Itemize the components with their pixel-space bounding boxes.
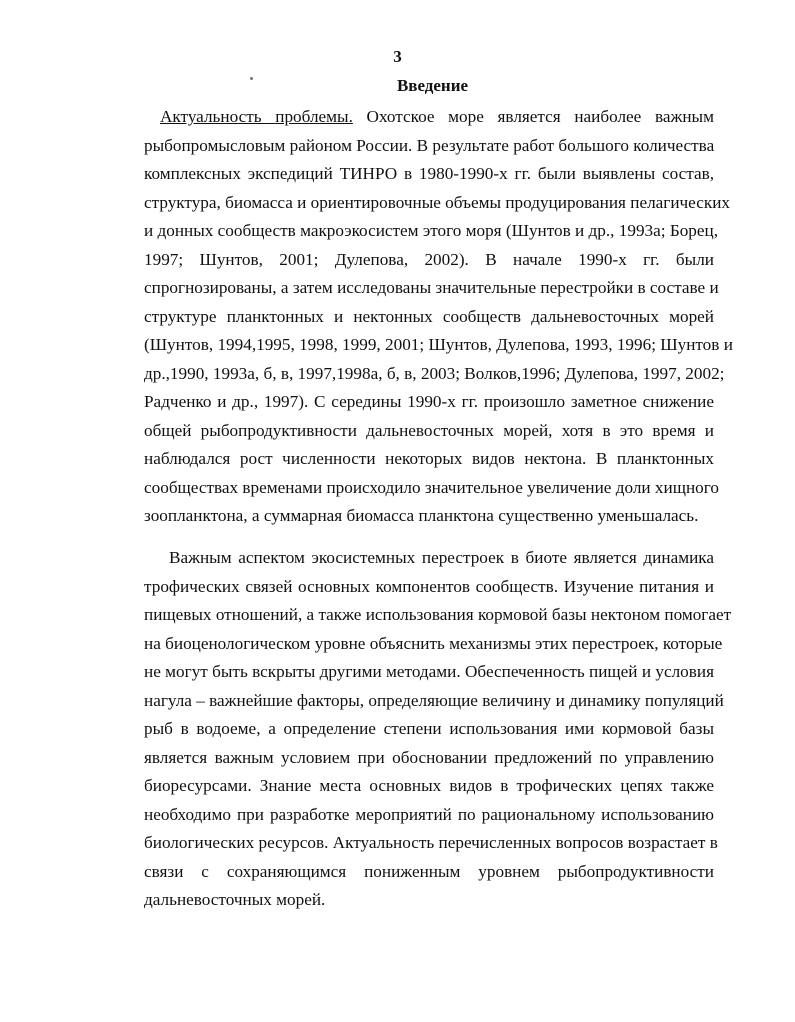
paragraph-trophic — [144, 544, 732, 915]
paragraph-line: нагула – важнейшие факторы, определяющие величину и динамику популяций — [144, 690, 724, 710]
paragraph-relevance — [144, 103, 733, 531]
paragraph-line: 1997; Шунтов, 2001; Дулепова, 2002). В начале 1990-х гг. были — [144, 249, 714, 269]
paragraph-line: др.,1990, 1993а, б, в, 1997,1998а, б, в, 2003; Волков,1996; Дулепова, 1997, 2002; — [144, 363, 725, 383]
paragraph-line: Радченко и др., 1997). С середины 1990-х гг. произошло заметное снижение — [144, 392, 714, 411]
paragraph-line: дальневосточных морей. — [144, 890, 326, 909]
paragraph-line: (Шунтов, 1994,1995, 1998, 1999, 2001; Шунтов, Дулепова, 1993, 1996; Шунтов и — [144, 335, 733, 354]
paragraph-line: необходимо при разработке мероприятий по рациональному использованию — [144, 804, 714, 824]
page-number: 3 — [393, 47, 402, 66]
paragraph-line: рыб в водоеме, а определение степени использования ими кормовой базы — [144, 719, 714, 738]
paragraph-line: наблюдался рост численности некоторых видов нектона. В планктонных — [144, 449, 714, 468]
paragraph-line: комплексных экспедиций ТИНРО в 1980-1990-х гг. были выявлены состав, — [144, 164, 714, 183]
paragraph-line: и донных сообществ макроэкосистем этого моря (Шунтов и др., 1993а; Борец, — [144, 221, 719, 240]
paragraph-line: спрогнозированы, а затем исследованы значительные перестройки в составе и — [144, 278, 719, 297]
paragraph-line: пищевых отношений, а также использования кормовой базы нектоном помогает — [144, 605, 732, 624]
paragraph-line: общей рыбопродуктивности дальневосточных морей, хотя в это время и — [144, 420, 714, 440]
paragraph-line: структура, биомасса и ориентировочные объемы продуцирования пелагических — [144, 192, 731, 212]
paragraph-line: трофических связей основных компонентов сообществ. Изучение питания и — [144, 576, 714, 596]
paragraph-line: структуре планктонных и нектонных сообществ дальневосточных морей — [144, 306, 714, 326]
relevance-lead: Актуальность проблемы. — [160, 107, 353, 126]
paragraph-line: является важным условием при обосновании предложений по управлению — [144, 747, 714, 767]
paragraph-line: Важным аспектом экосистемных перестроек в биоте является динамика — [169, 548, 714, 567]
paragraph-line: биологических ресурсов. Актуальность перечисленных вопросов возрастает в — [144, 833, 718, 852]
paragraph-line: рыбопромысловым районом России. В результате работ большого количества — [144, 135, 715, 155]
paragraph-line: не могут быть вскрыты другими методами. Обеспеченность пищей и условия — [144, 662, 714, 681]
paragraph-line: сообществах временами происходило значительное увеличение доли хищного — [144, 477, 719, 497]
paragraph-line: связи с сохраняющимся пониженным уровнем рыбопродуктивности — [144, 861, 714, 881]
paragraph-line: зоопланктона, а суммарная биомасса планктона существенно уменьшалась. — [144, 506, 699, 525]
paragraph-line: на биоценологическом уровне объяснить механизмы этих перестроек, которые — [144, 633, 723, 653]
section-heading: Введение — [396, 76, 469, 95]
paragraph-line: Актуальность проблемы. Охотское море является наиболее важным — [160, 107, 714, 126]
scan-speck — [250, 77, 253, 80]
paragraph-line: биоресурсами. Знание места основных видов в трофических цепях также — [144, 776, 714, 795]
